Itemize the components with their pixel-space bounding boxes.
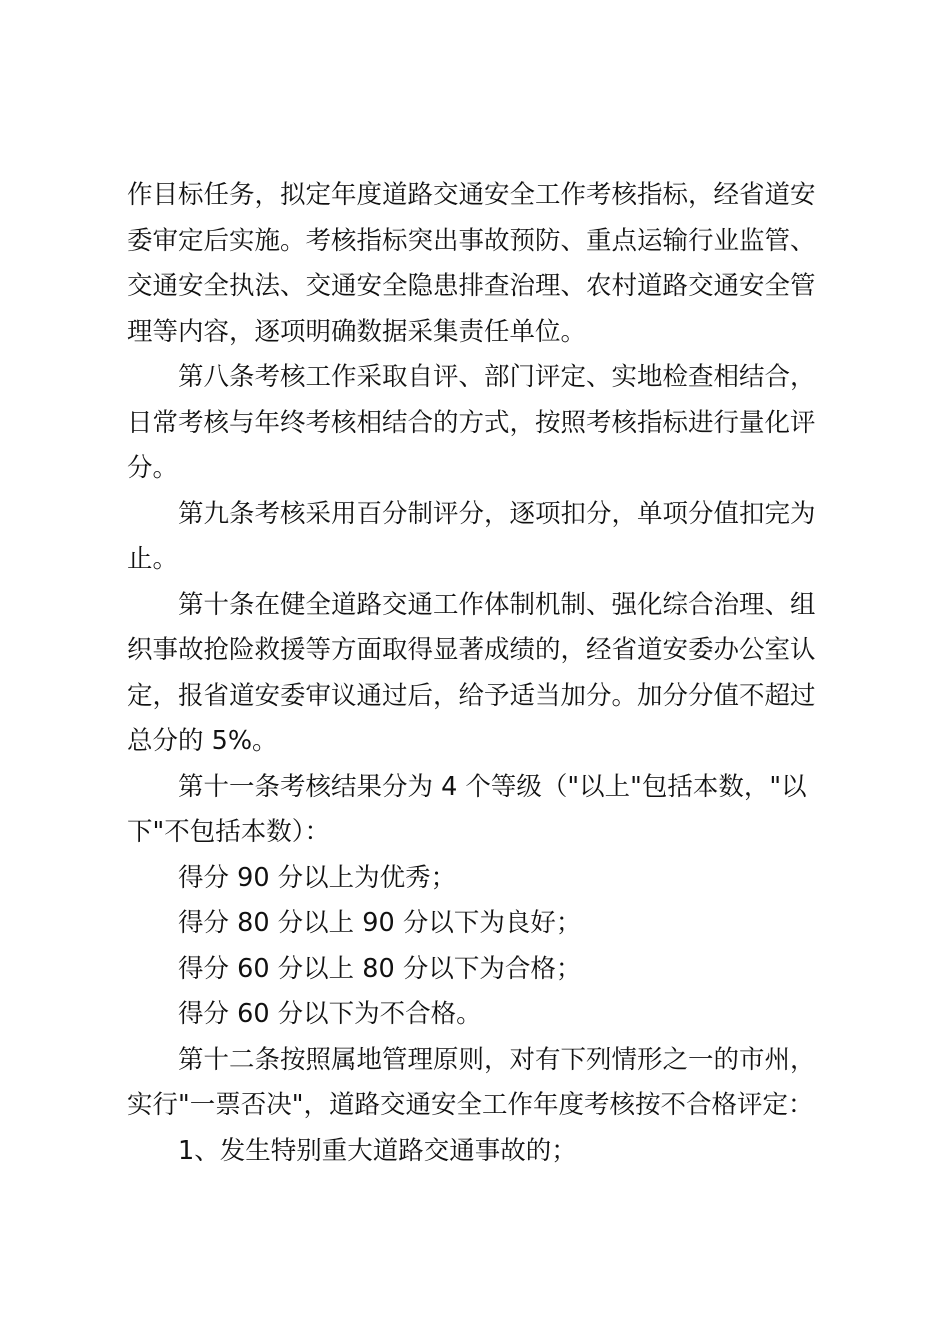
text-line: 第十一条考核结果分为 4 个等级（"以上"包括本数，"以 bbox=[178, 771, 807, 802]
text-line: 日常考核与年终考核相结合的方式，按照考核指标进行量化评 bbox=[127, 407, 816, 438]
text-line: 分。 bbox=[127, 453, 179, 483]
text-line: 得分 80 分以上 90 分以下为良好； bbox=[178, 908, 582, 938]
grade-pass bbox=[127, 947, 833, 993]
paragraph-article-8 bbox=[127, 355, 833, 492]
document-body bbox=[127, 173, 833, 1174]
text-line: 第八条考核工作采取自评、部门评定、实地检查相结合， bbox=[178, 362, 816, 392]
list-item-1 bbox=[127, 1129, 833, 1175]
text-line: 1、发生特别重大道路交通事故的； bbox=[178, 1135, 577, 1166]
grade-fail bbox=[127, 992, 833, 1038]
paragraph-continued-task bbox=[127, 173, 833, 355]
text-line: 交通安全执法、交通安全隐患排查治理、农村道路交通安全管 bbox=[127, 271, 816, 301]
text-line: 定，报省道安委审议通过后，给予适当加分。加分分值不超过 bbox=[127, 680, 816, 711]
grade-good bbox=[127, 901, 833, 947]
text-line: 得分 90 分以上为优秀； bbox=[178, 862, 457, 893]
text-line: 得分 60 分以下为不合格。 bbox=[178, 999, 482, 1029]
text-line: 理等内容，逐项明确数据采集责任单位。 bbox=[127, 316, 587, 347]
text-line: 总分的 5%。 bbox=[127, 726, 278, 756]
paragraph-article-11 bbox=[127, 765, 833, 856]
paragraph-article-9 bbox=[127, 492, 833, 583]
text-line: 作目标任务，拟定年度道路交通安全工作考核指标，经省道安 bbox=[127, 180, 816, 210]
text-line: 得分 60 分以上 80 分以下为合格； bbox=[178, 953, 582, 984]
text-line: 第九条考核采用百分制评分，逐项扣分，单项分值扣完为 bbox=[178, 498, 816, 529]
text-line: 实行"一票否决"，道路交通安全工作年度考核按不合格评定： bbox=[127, 1090, 814, 1120]
paragraph-article-10 bbox=[127, 583, 833, 765]
grade-excellent bbox=[127, 856, 833, 902]
text-line: 委审定后实施。考核指标突出事故预防、重点运输行业监管、 bbox=[127, 225, 816, 256]
text-line: 第十条在健全道路交通工作体制机制、强化综合治理、组 bbox=[178, 589, 816, 620]
text-line: 止。 bbox=[127, 544, 179, 574]
text-line: 下"不包括本数）： bbox=[127, 817, 330, 847]
text-line: 第十二条按照属地管理原则，对有下列情形之一的市州， bbox=[178, 1044, 816, 1075]
paragraph-article-12 bbox=[127, 1038, 833, 1129]
text-line: 织事故抢险救援等方面取得显著成绩的，经省道安委办公室认 bbox=[127, 635, 816, 665]
